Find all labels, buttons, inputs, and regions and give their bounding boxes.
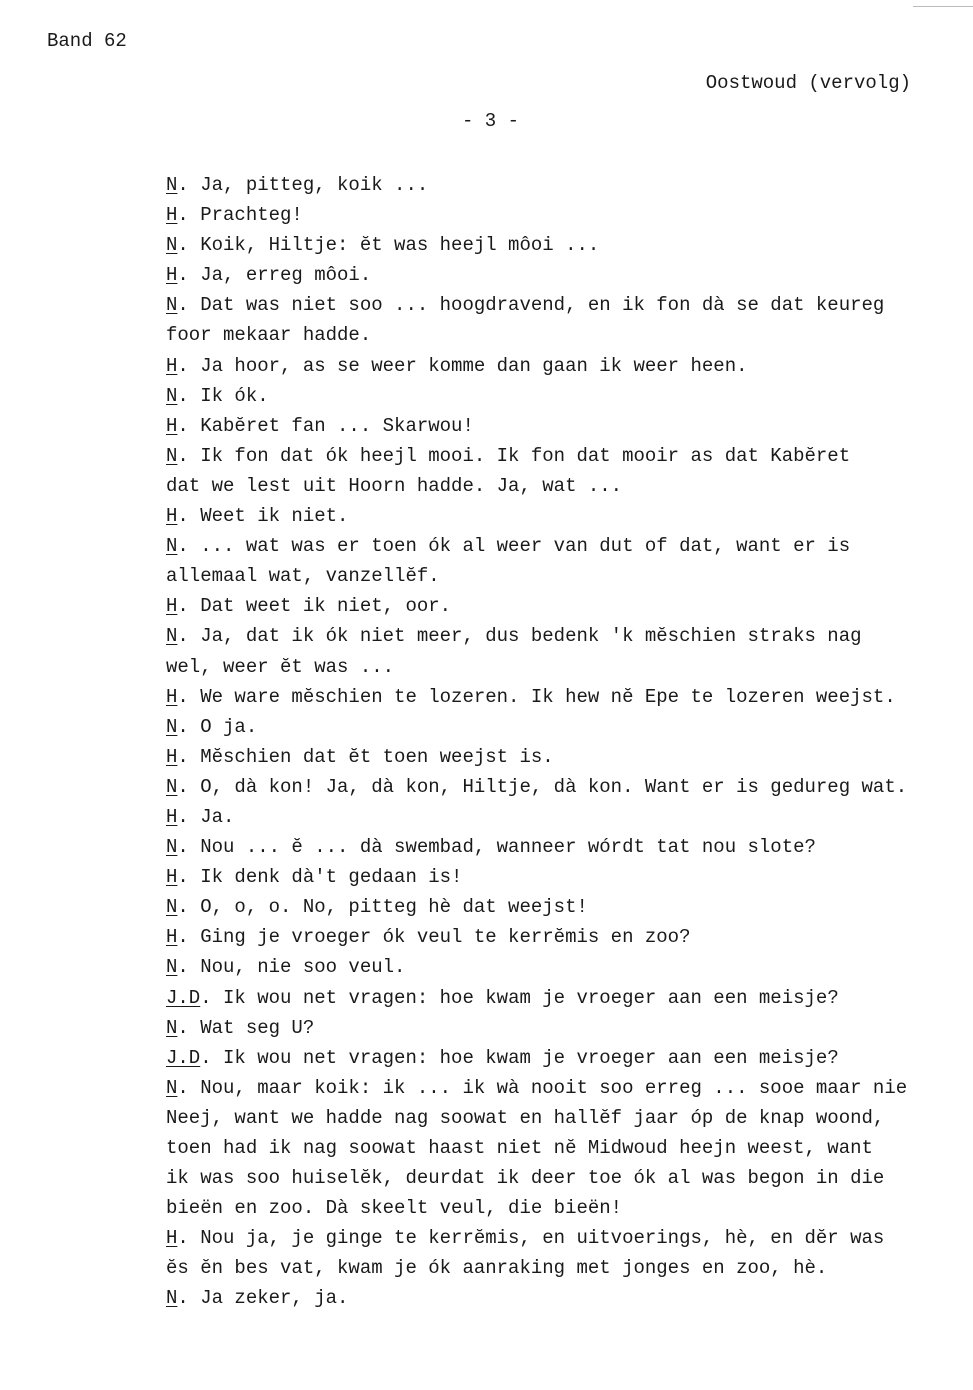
- speaker-label: N: [166, 1076, 178, 1099]
- line-text: . Ik denk dà't gedaan is!: [177, 866, 463, 889]
- transcript-line: [166, 1073, 966, 1103]
- line-text: . O ja.: [177, 715, 258, 738]
- speaker-label: N: [166, 535, 178, 558]
- transcript-line: [166, 1013, 966, 1043]
- transcript-line: [166, 290, 966, 320]
- speaker-label: N: [166, 174, 178, 196]
- line-text: . Ik fon dat ók heejl mooi. Ik fon dat mooir as dat Kabĕret: [177, 444, 851, 467]
- speaker-label: H: [166, 685, 178, 708]
- transcript-line: [166, 320, 966, 350]
- line-text: ik was soo huiselĕk, deurdat ik deer toe ók al was begon in die: [166, 1167, 885, 1190]
- transcript-line: [166, 983, 966, 1013]
- speaker-label: H: [166, 866, 178, 889]
- speaker-label: N: [166, 384, 178, 407]
- transcript-line: [166, 501, 966, 531]
- speaker-label: J.D: [166, 1046, 201, 1069]
- speaker-label: H: [166, 926, 178, 949]
- transcript-line: [166, 712, 966, 742]
- transcript-line: [166, 862, 966, 892]
- transcript-line: [166, 952, 966, 982]
- line-text: . Nou, maar koik: ik ... ik wà nooit soo erreg ... sooe maar nie: [177, 1076, 908, 1099]
- transcript-line: [166, 1133, 966, 1163]
- line-text: . O, o, o. No, pitteg hè dat weejst!: [177, 896, 588, 919]
- transcript-line: [166, 832, 966, 862]
- transcript-line: [166, 230, 966, 260]
- page-number: - 3 -: [462, 110, 520, 132]
- speaker-label: N: [166, 444, 178, 467]
- transcript-line: [166, 591, 966, 621]
- speaker-label: H: [166, 1227, 178, 1250]
- speaker-label: N: [166, 234, 178, 257]
- line-text: . Koik, Hiltje: ĕt was heejl môoi ...: [177, 234, 600, 257]
- line-text: . Ja, dat ik ók niet meer, dus bedenk 'k mĕschien straks nag: [177, 625, 862, 648]
- line-text: . Dat weet ik niet, oor.: [177, 595, 452, 618]
- line-text: . ... wat was er toen ók al weer van dut of dat, want er is: [177, 535, 851, 558]
- line-text: dat we lest uit Hoorn hadde. Ja, wat ...: [166, 474, 623, 497]
- transcript-line: [166, 892, 966, 922]
- speaker-label: H: [166, 204, 178, 227]
- transcript-line: [166, 621, 966, 651]
- speaker-label: H: [166, 264, 178, 287]
- transcript-line: [166, 1163, 966, 1193]
- transcript-line: [166, 561, 966, 591]
- line-text: foor mekaar hadde.: [166, 324, 372, 347]
- line-text: bieën en zoo. Dà skeelt veul, die bieën!: [166, 1197, 623, 1220]
- transcript-line: [166, 922, 966, 952]
- line-text: . Nou, nie soo veul.: [177, 956, 406, 979]
- line-text: Neej, want we hadde nag soowat en hallĕf jaar óp de knap woond,: [166, 1106, 885, 1129]
- line-text: . Ja.: [177, 805, 235, 828]
- speaker-label: H: [166, 745, 178, 768]
- transcript-line: [166, 1223, 966, 1253]
- speaker-label: N: [166, 836, 178, 859]
- line-text: . Ik wou net vragen: hoe kwam je vroeger aan een meisje?: [200, 986, 839, 1009]
- location-title: Oostwoud (vervolg): [705, 72, 911, 94]
- speaker-label: H: [166, 595, 178, 618]
- speaker-label: N: [166, 294, 178, 317]
- transcript-line: [166, 1043, 966, 1073]
- transcript-line: [166, 441, 966, 471]
- transcript-line: [166, 1283, 966, 1313]
- transcript-line: [166, 381, 966, 411]
- transcript-line: [166, 260, 966, 290]
- line-text: . Nou ... ĕ ... dà swembad, wanneer wórdt tat nou slote?: [177, 836, 816, 859]
- line-text: . Nou ja, je ginge te kerrĕmis, en uitvoerings, hè, en dĕr was: [177, 1227, 885, 1250]
- transcript: [166, 170, 966, 1314]
- line-text: . Ging je vroeger ók veul te kerrĕmis en zoo?: [177, 926, 691, 949]
- transcript-line: [166, 1193, 966, 1223]
- line-text: ĕs ĕn bes vat, kwam je ók aanraking met jonges en zoo, hè.: [166, 1257, 828, 1280]
- speaker-label: J.D: [166, 986, 201, 1009]
- line-text: . Ja zeker, ja.: [177, 1287, 349, 1310]
- speaker-label: N: [166, 625, 178, 648]
- transcript-line: [166, 531, 966, 561]
- speaker-label: N: [166, 956, 178, 979]
- speaker-label: N: [166, 715, 178, 738]
- speaker-label: N: [166, 896, 178, 919]
- line-text: allemaal wat, vanzellĕf.: [166, 565, 440, 588]
- transcript-line: [166, 742, 966, 772]
- line-text: wel, weer ĕt was ...: [166, 655, 395, 678]
- line-text: . We ware mĕschien te lozeren. Ik hew nĕ Epe te lozeren weejst.: [177, 685, 896, 708]
- speaker-label: H: [166, 414, 178, 437]
- transcript-line: [166, 170, 966, 200]
- transcript-line: [166, 411, 966, 441]
- transcript-line: [166, 682, 966, 712]
- transcript-line: [166, 1103, 966, 1133]
- transcript-line: [166, 772, 966, 802]
- line-text: . O, dà kon! Ja, dà kon, Hiltje, dà kon. Want er is gedureg wat.: [177, 775, 908, 798]
- speaker-label: N: [166, 775, 178, 798]
- speaker-label: H: [166, 505, 178, 528]
- line-text: . Mĕschien dat ĕt toen weejst is.: [177, 745, 554, 768]
- line-text: . Wat seg U?: [177, 1016, 315, 1039]
- band-label: Band 62: [47, 30, 127, 52]
- speaker-label: H: [166, 805, 178, 828]
- line-text: . Kabĕret fan ... Skarwou!: [177, 414, 474, 437]
- line-text: toen had ik nag soowat haast niet nĕ Midwoud heejn weest, want: [166, 1137, 873, 1159]
- page-edge-mark: [913, 6, 973, 7]
- transcript-line: [166, 802, 966, 832]
- line-text: . Ik ók.: [177, 384, 269, 407]
- line-text: . Ja hoor, as se weer komme dan gaan ik weer heen.: [177, 354, 748, 377]
- speaker-label: H: [166, 354, 178, 377]
- transcript-line: [166, 1253, 966, 1283]
- line-text: . Prachteg!: [177, 204, 303, 227]
- line-text: . Ja, erreg môoi.: [177, 264, 372, 287]
- line-text: . Ik wou net vragen: hoe kwam je vroeger aan een meisje?: [200, 1046, 839, 1069]
- line-text: . Dat was niet soo ... hoogdravend, en ik fon dà se dat keureg: [177, 294, 885, 317]
- transcript-line: [166, 351, 966, 381]
- line-text: . Weet ik niet.: [177, 505, 349, 528]
- transcript-line: [166, 471, 966, 501]
- line-text: . Ja, pitteg, koik ...: [177, 174, 429, 196]
- speaker-label: N: [166, 1016, 178, 1039]
- transcript-line: [166, 652, 966, 682]
- speaker-label: N: [166, 1287, 178, 1310]
- transcript-line: [166, 200, 966, 230]
